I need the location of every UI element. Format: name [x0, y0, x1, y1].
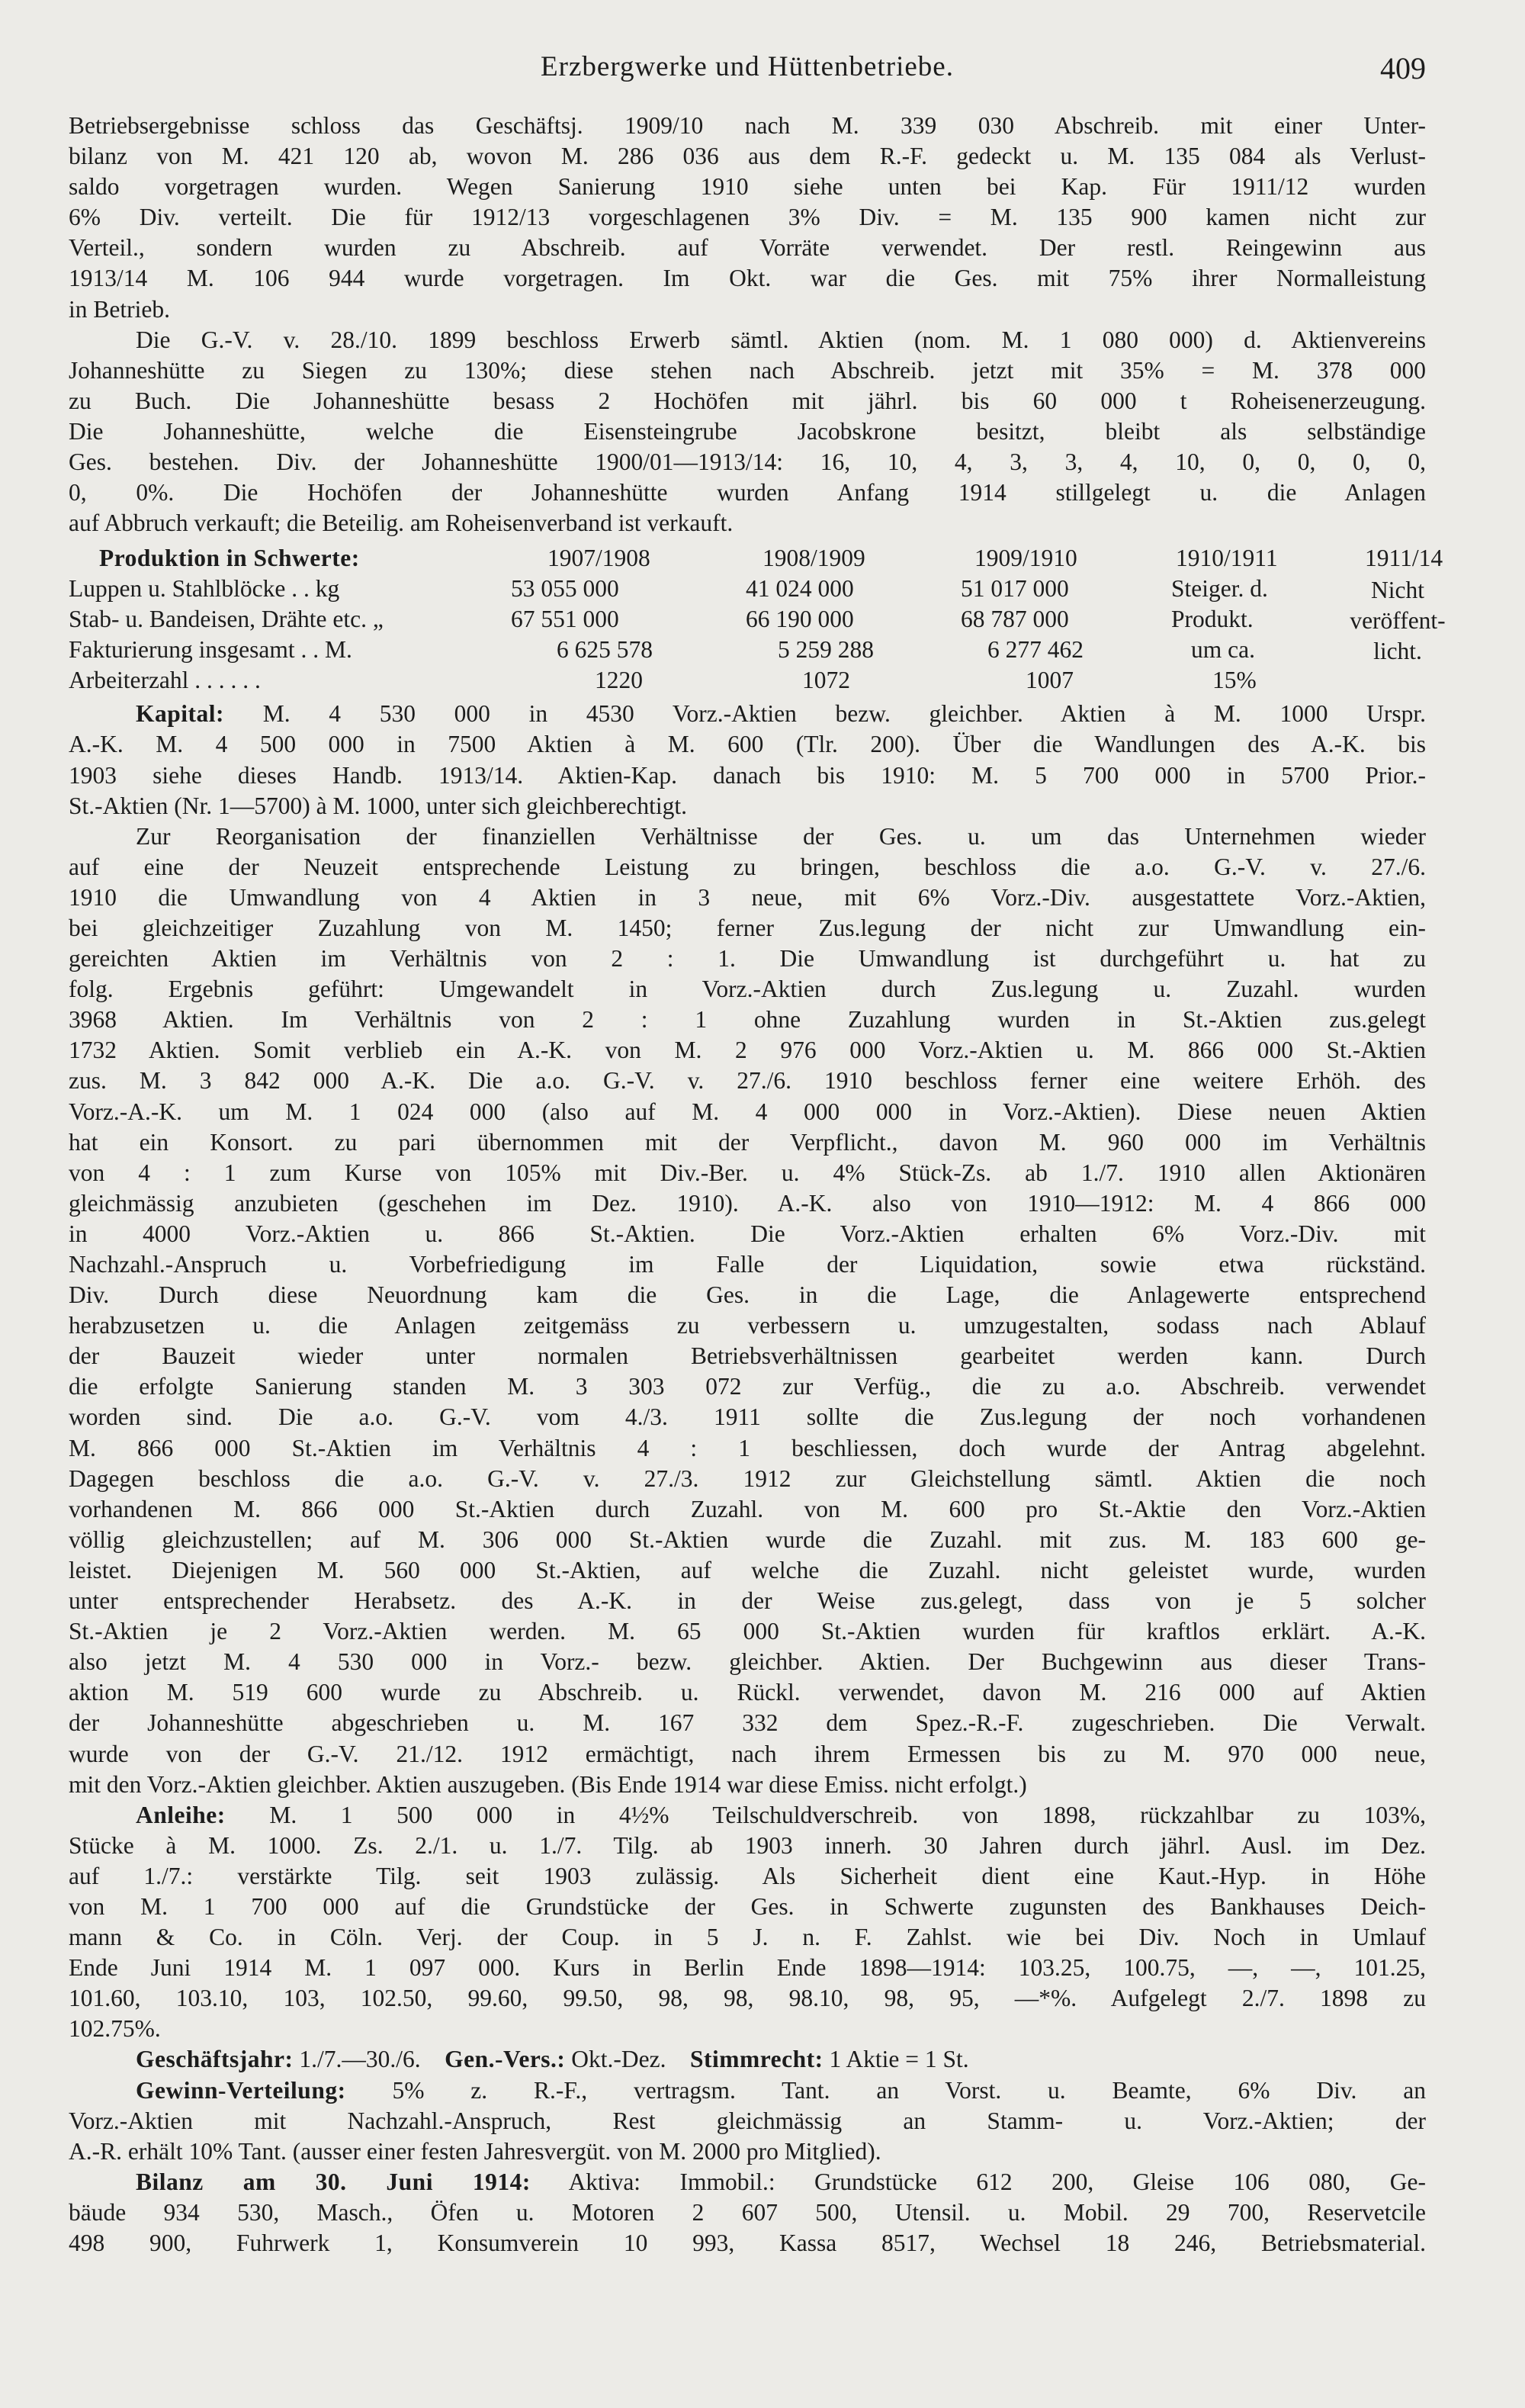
text-span: Okt.-Dez.	[565, 2046, 666, 2073]
text-line: Zur Reorganisation der finanziellen Verhältnisse der Ges. u. um das Unternehmen wieder	[136, 822, 1426, 850]
text-line: vorhandenen M. 866 000 St.-Aktien durch Zuzahl. von M. 600 pro St.-Aktie den Vorz.-Aktien	[69, 1495, 1426, 1522]
text-line: Dagegen beschloss die a.o. G.-V. v. 27./3. 1912 zur Gleichstellung sämtl. Aktien die noch	[69, 1464, 1426, 1492]
text-line: 0, 0%. Die Hochöfen der Johanneshütte wurden Anfang 1914 stillgelegt u. die Anlagen	[69, 479, 1426, 506]
table-cell: 41 024 000	[746, 575, 854, 603]
text-line: der Bauzeit wieder unter normalen Betriebsverhältnissen gearbeitet werden kann. Durch	[69, 1342, 1426, 1370]
row-label: Arbeiterzahl . . . . . .	[69, 667, 261, 694]
table-cell: 66 190 000	[746, 606, 854, 633]
text-span: Aktiva: Immobil.: Grundstücke 612 200, Gleise 106 080, Ge-	[530, 2168, 1426, 2195]
section-label: Gewinn-Verteilung:	[136, 2076, 346, 2104]
bilanz-section	[69, 2167, 1426, 2259]
text-line: gereichten Aktien im Verhältnis von 2 : 1. Die Umwandlung ist durchgeführt u. hat zu	[69, 945, 1426, 973]
text-line: bilanz von M. 421 120 ab, wovon M. 286 036 aus dem R.-F. gedeckt u. M. 135 084 als Verlust-	[69, 143, 1426, 170]
text-line: in 4000 Vorz.-Aktien u. 866 St.-Aktien. Die Vorz.-Aktien erhalten 6% Vorz.-Div. mit	[69, 1220, 1426, 1247]
text-line: folg. Ergebnis geführt: Umgewandelt in Vorz.-Aktien durch Zus.legung u. Zuzahl. wurden	[69, 976, 1426, 1003]
text-line: 498 900, Fuhrwerk 1, Konsumverein 10 993, Kassa 8517, Wechsel 18 246, Betriebsmaterial.	[69, 2230, 1426, 2256]
text-line: Johanneshütte zu Siegen zu 130%; diese stehen nach Abschreib. jetzt mit 35% = M. 378 000	[69, 356, 1426, 384]
text-line: mit den Vorz.-Aktien gleichber. Aktien auszugeben. (Bis Ende 1914 war diese Emiss. nicht erfolgt.)	[69, 1770, 1027, 1798]
text-line: von M. 1 700 000 auf die Grundstücke der Ges. in Schwerte zugunsten des Bankhauses Deich-	[69, 1892, 1426, 1920]
text-line: hat ein Konsort. zu pari übernommen mit der Verpflicht., davon M. 960 000 im Verhältnis	[69, 1128, 1426, 1156]
text-line: St.-Aktien (Nr. 1—5700) à M. 1000, unter sich gleichberechtigt.	[69, 792, 687, 819]
generalversammlung-paragraph	[69, 325, 1426, 539]
anleihe-section	[69, 1800, 1426, 2045]
table-cell: 67 551 000	[511, 606, 619, 633]
text-line: 1903 siehe dieses Handb. 1913/14. Aktien-Kap. danach bis 1910: M. 5 700 000 in 5700 Prior.-	[69, 761, 1426, 789]
text-line: aktion M. 519 600 wurde zu Abschreib. u. Rückl. verwendet, davon M. 216 000 auf Aktien	[69, 1679, 1426, 1706]
text-line: unter entsprechender Herabsetz. des A.-K. in der Weise zus.gelegt, dass von je 5 solcher	[69, 1587, 1426, 1615]
text-line: Stücke à M. 1000. Zs. 2./1. u. 1./7. Tilg. ab 1903 innerh. 30 Jahren durch jährl. Ausl. im Dez.	[69, 1831, 1426, 1859]
text-line: Vorz.-Aktien mit Nachzahl.-Anspruch, Rest gleichmässig an Stamm- u. Vorz.-Aktien; der	[69, 2107, 1426, 2134]
kapital-section	[69, 699, 1426, 821]
note-line: Nicht	[1371, 577, 1424, 604]
text-line: auf eine der Neuzeit entsprechende Leistung zu bringen, beschloss die a.o. G.-V. v. 27./6.	[69, 853, 1426, 880]
row-label: Luppen u. Stahlblöcke . . kg	[69, 575, 340, 603]
year-header: 1910/1911	[1176, 545, 1278, 572]
text-line: Nachzahl.-Anspruch u. Vorbefriedigung im Falle der Liquidation, sowie etwa rückständ.	[69, 1251, 1426, 1278]
text-span: 5% z. R.-F., vertragsm. Tant. an Vorst. u. Beamte, 6% Div. an	[345, 2076, 1426, 2104]
text-span: 1 Aktie = 1 St.	[823, 2046, 969, 2073]
row-label: Fakturierung insgesamt . . M.	[69, 636, 352, 664]
text-line: 3968 Aktien. Im Verhältnis von 2 : 1 ohne Zuzahlung wurden in St.-Aktien zus.gelegt	[69, 1006, 1426, 1034]
table-cell: 15%	[1212, 667, 1257, 694]
text-line: worden sind. Die a.o. G.-V. vom 4./3. 1911 sollte die Zus.legung der noch vorhandenen	[69, 1403, 1426, 1431]
text-line: Ende Juni 1914 M. 1 097 000. Kurs in Berlin Ende 1898—1914: 103.25, 100.75, —, —, 101.25,	[69, 1954, 1426, 1982]
text-line: völlig gleichzustellen; auf M. 306 000 St.-Aktien wurde die Zuzahl. mit zus. M. 183 600 ge-	[69, 1525, 1426, 1553]
table-cell: um ca.	[1191, 636, 1255, 664]
section-label: Geschäftsjahr:	[136, 2046, 294, 2073]
production-heading: Produktion in Schwerte:	[99, 545, 360, 572]
text-line: saldo vorgetragen wurden. Wegen Sanierung 1910 siehe unten bei Kap. Für 1911/12 wurden	[69, 173, 1426, 201]
year-header: 1908/1909	[762, 545, 865, 572]
section-label: Anleihe:	[136, 1801, 226, 1828]
text-line: wurde von der G.-V. 21./12. 1912 ermächtigt, nach ihrem Ermessen bis zu M. 970 000 neue,	[69, 1740, 1426, 1767]
text-line: also jetzt M. 4 530 000 in Vorz.- bezw. gleichber. Aktien. Der Buchgewinn aus dieser Trans-	[69, 1648, 1426, 1676]
text-line: 102.75%.	[69, 2015, 161, 2043]
note-line: veröffent-	[1350, 607, 1446, 635]
table-cell: 1072	[802, 667, 850, 694]
text-line: M. 866 000 St.-Aktien im Verhältnis 4 : 1 beschliessen, doch wurde der Antrag abgelehnt.	[69, 1434, 1426, 1461]
gewinn-verteilung-section	[69, 2075, 1426, 2167]
text-line: A.-R. erhält 10% Tant. (ausser einer festen Jahresvergüt. von M. 2000 pro Mitglied).	[69, 2137, 881, 2165]
table-cell: 6 277 462	[987, 636, 1084, 664]
table-cell: 68 787 000	[961, 606, 1069, 633]
text-line: 6% Div. verteilt. Die für 1912/13 vorgeschlagenen 3% Div. = M. 135 900 kamen nicht zur	[69, 204, 1426, 231]
text-span: M. 1 500 000 in 4½% Teilschuldverschreib. von 1898, rückzahlbar zu 103%,	[225, 1801, 1426, 1828]
text-line	[69, 1800, 1426, 1831]
section-label: Stimmrecht:	[690, 2046, 824, 2073]
text-line	[69, 2044, 1426, 2075]
table-cell: 53 055 000	[511, 575, 619, 603]
year-header: 1909/1910	[974, 545, 1077, 572]
text-line: gleichmässig anzubieten (geschehen im Dez. 1910). A.-K. also von 1910—1912: M. 4 866 000	[69, 1189, 1426, 1217]
year-header: 1911/14	[1365, 545, 1443, 572]
geschaeftsjahr-line	[69, 2044, 1426, 2075]
table-cell: 51 017 000	[961, 575, 1069, 603]
text-line: Betriebsergebnisse schloss das Geschäftsj. 1909/10 nach M. 339 030 Abschreib. mit einer Unter-	[69, 112, 1426, 139]
text-line: 1910 die Umwandlung von 4 Aktien in 3 neue, mit 6% Vorz.-Div. ausgestattete Vorz.-Aktien,	[69, 883, 1426, 911]
text-span: 1./7.—30./6.	[293, 2046, 421, 2073]
table-cell: 1220	[595, 667, 643, 694]
table-cell: Produkt.	[1171, 606, 1254, 633]
text-line: auf Abbruch verkauft; die Beteilig. am Roheisenverband ist verkauft.	[69, 510, 734, 537]
page-number: 409	[1380, 51, 1426, 85]
text-line: bäude 934 530, Masch., Öfen u. Motoren 2 607 500, Utensil. u. Mobil. 29 700, Reservetcile	[69, 2198, 1426, 2226]
text-line: die erfolgte Sanierung standen M. 3 303 072 zur Verfüg., die zu a.o. Abschreib. verwendet	[69, 1373, 1426, 1400]
text-line	[69, 2167, 1426, 2197]
text-line	[69, 699, 1426, 729]
page-header	[69, 50, 1426, 87]
text-line: Die G.-V. v. 28./10. 1899 beschloss Erwerb sämtl. Aktien (nom. M. 1 080 000) d. Aktienvereins	[136, 326, 1426, 353]
table-cell: 6 625 578	[557, 636, 653, 664]
betriebsergebnisse-paragraph	[69, 111, 1426, 325]
row-label: Stab- u. Bandeisen, Drähte etc. „	[69, 606, 384, 633]
text-line: zus. M. 3 842 000 A.-K. Die a.o. G.-V. v. 27./6. 1910 beschloss ferner eine weitere Erhöh. des	[69, 1067, 1426, 1095]
table-cell: Steiger. d.	[1171, 575, 1268, 603]
not-published-note	[1340, 575, 1455, 667]
page-body	[69, 111, 1446, 2259]
text-line: leistet. Diejenigen M. 560 000 St.-Aktien, auf welche die Zuzahl. nicht geleistet wurde, wurden	[69, 1556, 1426, 1583]
text-line: Die Johanneshütte, welche die Eisensteingrube Jacobskrone besitzt, bleibt als selbständige	[69, 417, 1426, 445]
text-line: Div. Durch diese Neuordnung kam die Ges. in die Lage, die Anlagewerte entsprechend	[69, 1281, 1426, 1309]
reorganisation-paragraph	[69, 821, 1426, 1800]
text-line: in Betrieb.	[69, 295, 170, 323]
text-line: mann & Co. in Cöln. Verj. der Coup. in 5 J. n. F. Zahlst. wie bei Div. Noch in Umlauf	[69, 1924, 1426, 1951]
text-line: herabzusetzen u. die Anlagen zeitgemäss zu verbessern u. umzugestalten, sodass nach Ablauf	[69, 1312, 1426, 1339]
production-table	[69, 543, 1446, 696]
note-line: licht.	[1373, 638, 1422, 665]
text-line: Ges. bestehen. Div. der Johanneshütte 1900/01—1913/14: 16, 10, 4, 3, 3, 4, 10, 0, 0, 0, 0,	[69, 448, 1426, 476]
text-line: von 4 : 1 zum Kurse von 105% mit Div.-Ber. u. 4% Stück-Zs. ab 1./7. 1910 allen Aktionären	[69, 1159, 1426, 1186]
text-span: M. 4 530 000 in 4530 Vorz.-Aktien bezw. gleichber. Aktien à M. 1000 Urspr.	[224, 700, 1426, 728]
text-line: 1732 Aktien. Somit verblieb ein A.-K. von M. 2 976 000 Vorz.-Aktien u. M. 866 000 St.-Aktien	[69, 1037, 1426, 1064]
section-label: Gen.-Vers.:	[445, 2046, 566, 2073]
text-line: A.-K. M. 4 500 000 in 7500 Aktien à M. 600 (Tlr. 200). Über die Wandlungen des A.-K. bis	[69, 731, 1426, 758]
text-line: zu Buch. Die Johanneshütte besass 2 Hochöfen mit jährl. bis 60 000 t Roheisenerzeugung.	[69, 387, 1426, 414]
year-header: 1907/1908	[547, 545, 650, 572]
text-line: der Johanneshütte abgeschrieben u. M. 167 332 dem Spez.-R.-F. zugeschrieben. Die Verwalt.	[69, 1709, 1426, 1737]
table-cell: 1007	[1026, 667, 1074, 694]
text-line: Verteil., sondern wurden zu Abschreib. auf Vorräte verwendet. Der restl. Reingewinn aus	[69, 234, 1426, 262]
text-line: Vorz.-A.-K. um M. 1 024 000 (also auf M. 4 000 000 in Vorz.-Aktien). Diese neuen Aktien	[69, 1098, 1426, 1125]
section-label: Bilanz am 30. Juni 1914:	[136, 2168, 531, 2195]
running-title: Erzbergwerke und Hüttenbetriebe.	[541, 51, 954, 82]
text-line: 1913/14 M. 106 944 wurde vorgetragen. Im Okt. war die Ges. mit 75% ihrer Normalleistung	[69, 265, 1426, 292]
text-line: St.-Aktien je 2 Vorz.-Aktien werden. M. 65 000 St.-Aktien wurden für kraftlos erklärt. A.-K.	[69, 1618, 1426, 1645]
section-label: Kapital:	[136, 700, 225, 728]
text-line: bei gleichzeitiger Zuzahlung von M. 1450; ferner Zus.legung der nicht zur Umwandlung ein-	[69, 914, 1426, 941]
text-line	[69, 2075, 1426, 2106]
table-cell: 5 259 288	[778, 636, 874, 664]
text-line: 101.60, 103.10, 103, 102.50, 99.60, 99.50, 98, 98, 98.10, 98, 95, —*%. Aufgelegt 2./7. 1898 zu	[69, 1985, 1426, 2012]
text-line: auf 1./7.: verstärkte Tilg. seit 1903 zulässig. Als Sicherheit dient eine Kaut.-Hyp. in Höhe	[69, 1862, 1426, 1889]
